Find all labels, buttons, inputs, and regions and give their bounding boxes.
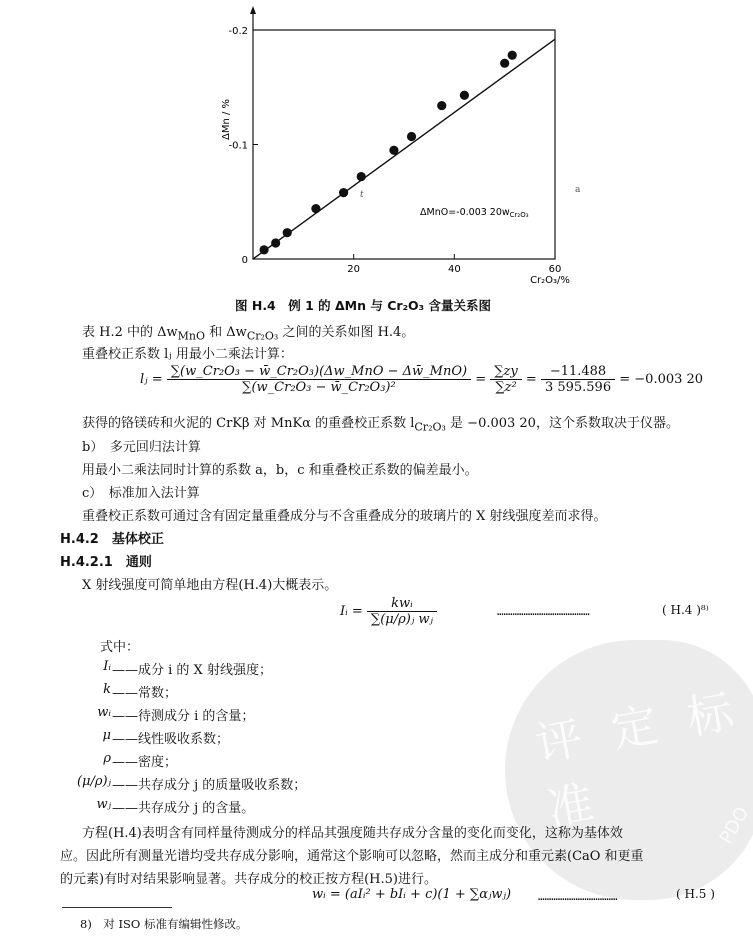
fit-annotation	[420, 207, 529, 219]
equation-h5: wᵢ = (aIᵢ² + bIᵢ + c)(1 + ∑αⱼwⱼ)	[312, 887, 512, 902]
plot-frame	[253, 30, 555, 259]
data-point	[339, 188, 348, 197]
para-relation	[82, 321, 414, 343]
data-point	[311, 204, 320, 213]
def5-symbol: ρ	[103, 751, 111, 766]
footnote: 8) 对 ISO 标准有编辑性修改。	[80, 917, 248, 931]
data-point	[407, 132, 416, 141]
footnote-rule	[62, 907, 172, 908]
eq2-fraction	[367, 596, 437, 627]
fit-annotation-sub: Cr₂O₃	[509, 211, 529, 219]
eq2-denominator: ∑(μ/ρ)ⱼ wⱼ	[370, 612, 433, 627]
eq2-numerator: kwᵢ	[367, 596, 437, 612]
para-matrix-3: 的元素)有时对结果影响显著。共存成分的校正按方程(H.5)进行。	[60, 872, 437, 887]
subsection-heading: H.4.2.1 通则	[60, 555, 152, 570]
fit-annotation-main: ΔMnO=-0.003 20w	[420, 207, 510, 218]
eq3-tag: ( H.5 )	[676, 887, 715, 901]
def3-symbol: wᵢ	[97, 705, 111, 720]
heading-b: b） 多元回归法计算	[82, 440, 201, 455]
eq1-value-fraction	[541, 364, 615, 395]
eq3-dots: ………………………………	[538, 890, 618, 903]
data-point	[500, 59, 509, 68]
eq1-value-denominator: 3 595.596	[544, 380, 612, 395]
def1-symbol: Iᵢ	[103, 659, 111, 674]
watermark-text: 评 定 标 准	[531, 682, 746, 837]
data-point	[460, 91, 469, 100]
y-tick-label: -0.2	[228, 26, 248, 37]
def4-symbol: μ	[102, 728, 111, 743]
watermark-tag: PDO	[715, 803, 753, 848]
para-coefficient-text: 获得的铬镁砖和火泥的 CrKβ 对 MnKα 的重叠校正系数 l	[82, 416, 415, 431]
para-least-squares: 重叠校正系数 lⱼ 用最小二乘法计算：	[82, 347, 293, 362]
x-tick-label: 60	[548, 264, 562, 275]
eq1-fraction	[167, 364, 471, 395]
y-axis-arrowhead	[250, 6, 256, 14]
eq2-lhs: Iᵢ =	[340, 604, 363, 619]
para-relation-sub2: Cr₂O₃	[246, 329, 279, 343]
data-point	[271, 238, 280, 247]
heading-c: c） 标准加入法计算	[82, 486, 200, 501]
figure-caption: 图 H.4 例 1 的 ΔMn 与 Cr₂O₃ 含量关系图	[235, 298, 491, 313]
eq2-tag: ( H.4 )⁸⁾	[662, 603, 709, 617]
para-relation-text: 表 H.2 中的 Δw	[82, 325, 178, 340]
data-point	[508, 51, 517, 60]
equation-h4	[340, 596, 437, 627]
data-point	[259, 245, 268, 254]
para-matrix-1: 方程(H.4)表明含有同样量待测成分的样品其强度随共存成分含量的变化而变化，这称为基体效	[82, 826, 623, 841]
section-heading: H.4.2 基体校正	[60, 532, 164, 547]
def6-symbol: (μ/ρ)ⱼ	[76, 774, 111, 789]
def4-text: ——线性吸收系数；	[112, 732, 230, 747]
eq1-numerator: ∑(w_Cr₂O₃ − w̄_Cr₂O₃)(Δw_MnO − Δw̄_MnO)	[167, 364, 471, 380]
y-tick-label: -0.1	[228, 140, 248, 152]
para-intensity: X 射线强度可简单地由方程(H.4)大概表示。	[82, 578, 338, 593]
para-coefficient-end: 是 −0.003 20，这个系数取决于仪器。	[445, 416, 679, 431]
eq2-dots: ……………………………………	[497, 605, 590, 618]
y-tick-label: 0	[241, 255, 248, 266]
para-c: 重叠校正系数可通过含有固定量重叠成分与不含重叠成分的玻璃片的 X 射线强度差而求得。	[82, 509, 607, 524]
para-relation-end: 之间的关系如图 H.4。	[278, 325, 415, 340]
para-relation-mid: 和 Δw	[205, 325, 247, 340]
equation-lj: lⱼ = $\frac{\text{∑(w\_Cr₂O₃ − w̄\_Cr₂O₃)(Δw\_MnO − Δw̄\_MnO)}}{\text{∑(w\_Cr₂O₃ − w̄\_Cr₂O₃)²}}$ = $\frac{\sum zy}{\text{∑z²}}$ = $\frac{-11.488}{3 595.596}$ = −0.003 20	[140, 364, 704, 395]
eq1-result: = −0.003 20	[619, 372, 704, 387]
eq1-lhs: lⱼ =	[140, 372, 163, 387]
para-relation-sub1: MnO	[177, 329, 206, 343]
stray-mark: a	[575, 185, 581, 195]
para-b: 用最小二乘法同时计算的系数 a，b，c 和重叠校正系数的偏差最小。	[82, 463, 478, 478]
def3-text: ——待测成分 i 的含量；	[112, 709, 255, 724]
para-coefficient-sub: Cr₂O₃	[414, 420, 446, 434]
def2-symbol: k	[103, 682, 111, 697]
def5-text: ——密度；	[112, 755, 178, 770]
para-coefficient	[82, 412, 679, 434]
eq1-mid-numerator: ∑zy	[490, 364, 521, 380]
y-axis-label: ΔMn / %	[221, 98, 232, 141]
def7-symbol: wⱼ	[96, 797, 111, 812]
def1-text: ——成分 i 的 X 射线强度；	[112, 663, 272, 678]
eq1-mid-denominator: ∑z²	[495, 380, 517, 395]
fit-line	[253, 39, 555, 259]
data-point	[437, 101, 446, 110]
eq1-denominator: ∑(w_Cr₂O₃ − w̄_Cr₂O₃)²	[242, 380, 396, 395]
x-axis-label: Cr₂O₃/%	[530, 275, 570, 286]
data-point	[357, 172, 366, 181]
def7-text: ——共存成分 j 的含量。	[112, 801, 255, 816]
stray-mark: t	[360, 190, 364, 200]
data-point	[389, 146, 398, 155]
eq1-value-numerator: −11.488	[541, 364, 615, 380]
def2-text: ——常数；	[112, 686, 178, 701]
where-label: 式中：	[100, 640, 140, 655]
def6-text: ——共存成分 j 的质量吸收系数；	[112, 778, 307, 793]
eq1-mid-fraction	[490, 364, 521, 395]
para-matrix-2: 应。因此所有测量光谱均受共存成分影响，通常这个影响可以忽略，然而主成分和重元素(CaO 和更重	[60, 849, 644, 864]
x-tick-label: 40	[447, 264, 461, 275]
data-point	[283, 228, 292, 237]
delta-mn-chart	[215, 0, 595, 300]
x-tick-label: 20	[347, 264, 361, 275]
